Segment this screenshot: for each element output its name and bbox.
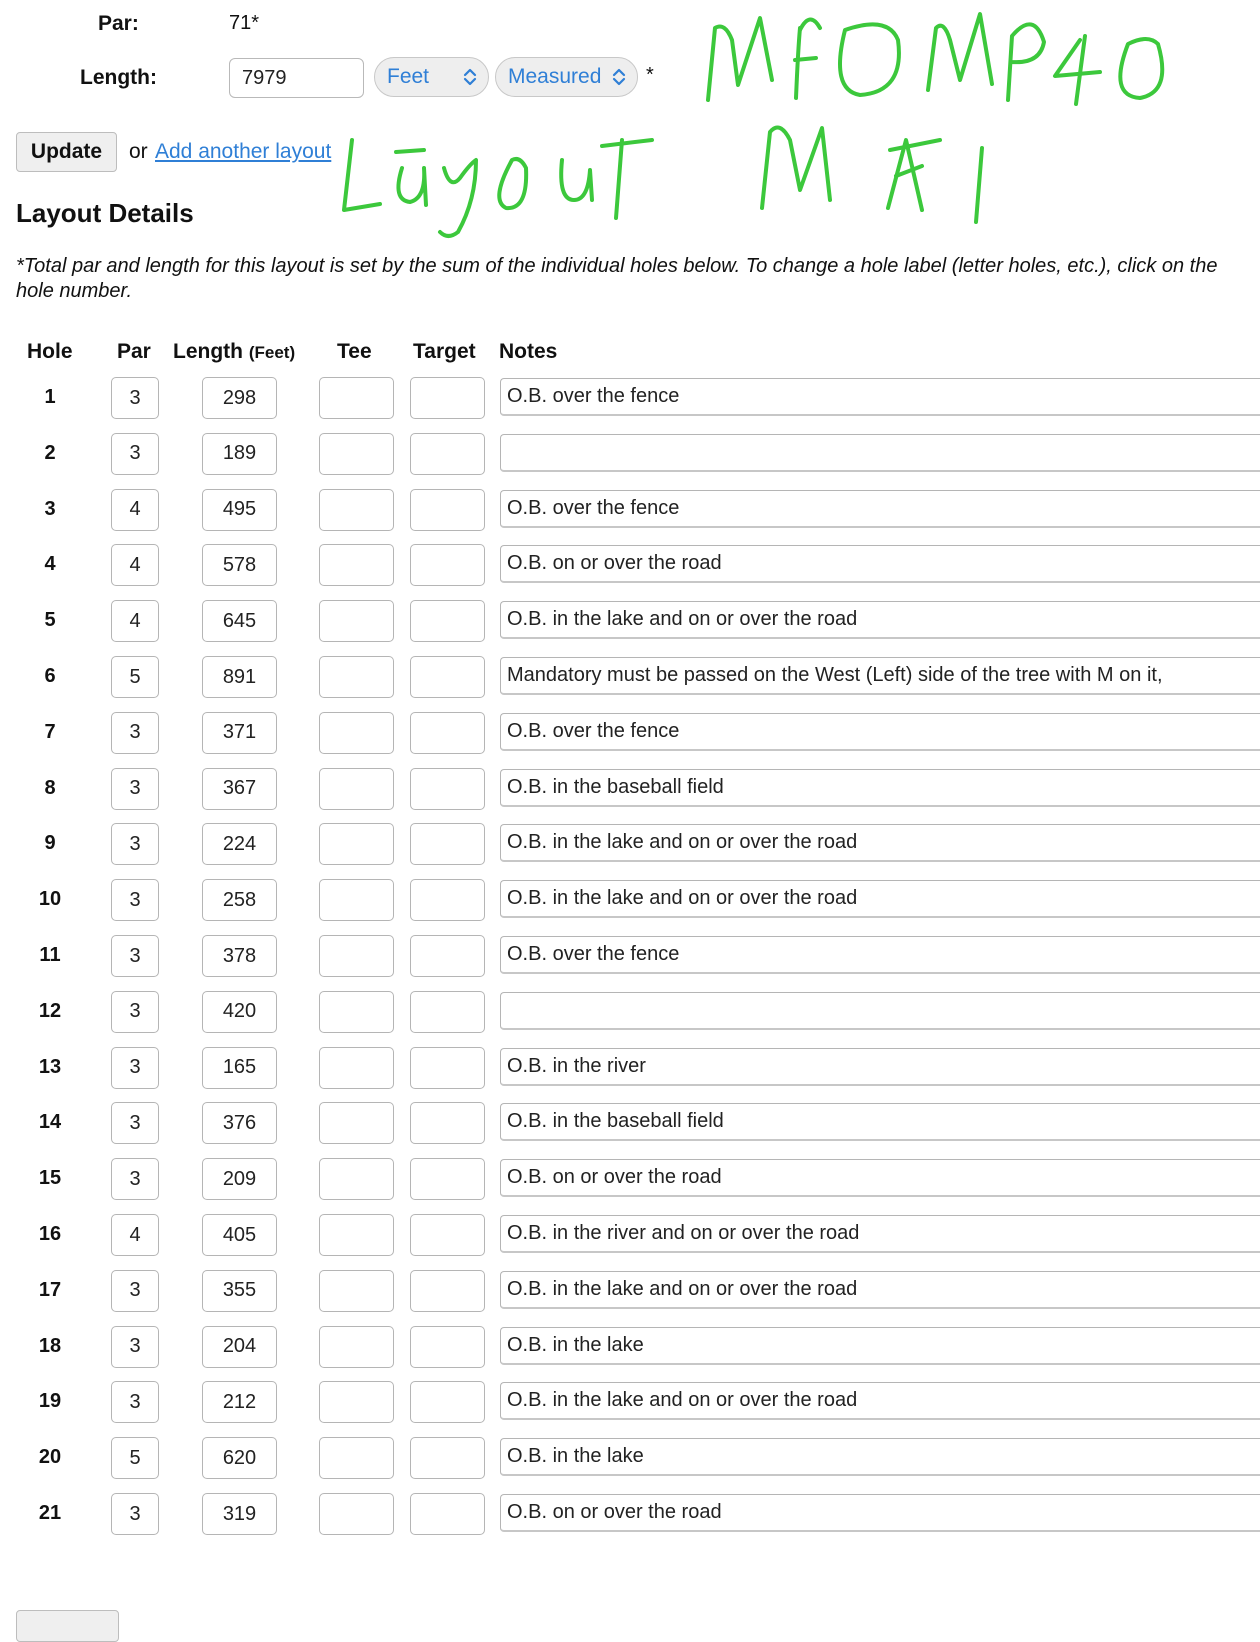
length-input[interactable]: [202, 1102, 277, 1144]
table-row: [0, 932, 1260, 980]
target-input[interactable]: [410, 935, 485, 977]
target-input[interactable]: [410, 489, 485, 531]
notes-input[interactable]: [500, 992, 1260, 1030]
par-input[interactable]: [111, 433, 159, 475]
table-row: [0, 820, 1260, 868]
notes-input[interactable]: [500, 378, 1260, 416]
hole-number[interactable]: 2: [44, 441, 56, 464]
length-input[interactable]: [202, 544, 277, 586]
tee-input[interactable]: [319, 768, 394, 810]
hole-number[interactable]: 12: [38, 999, 62, 1022]
target-input[interactable]: [410, 712, 485, 754]
length-input[interactable]: [202, 712, 277, 754]
par-input[interactable]: [111, 1437, 159, 1479]
header-par: Par: [117, 340, 151, 363]
target-input[interactable]: [410, 544, 485, 586]
table-row: [0, 1099, 1260, 1147]
table-row: [0, 1434, 1260, 1482]
hole-number[interactable]: 14: [38, 1111, 62, 1134]
target-input[interactable]: [410, 1381, 485, 1423]
notes-input[interactable]: [500, 434, 1260, 472]
par-input[interactable]: [111, 1158, 159, 1200]
target-input[interactable]: [410, 1493, 485, 1535]
table-row: [0, 1378, 1260, 1426]
length-input[interactable]: [202, 1270, 277, 1312]
notes-input[interactable]: [500, 1494, 1260, 1532]
unit-select-value: Feet: [387, 65, 430, 88]
length-input[interactable]: [202, 823, 277, 865]
tee-input[interactable]: [319, 600, 394, 642]
table-row: [0, 1211, 1260, 1259]
notes-input[interactable]: [500, 936, 1260, 974]
par-input[interactable]: [111, 1270, 159, 1312]
target-input[interactable]: [410, 1326, 485, 1368]
tee-input[interactable]: [319, 1102, 394, 1144]
hole-number[interactable]: 5: [44, 609, 56, 632]
target-input[interactable]: [410, 879, 485, 921]
hole-number[interactable]: 20: [38, 1446, 62, 1469]
par-input[interactable]: [111, 1493, 159, 1535]
target-input[interactable]: [410, 1102, 485, 1144]
header-notes: Notes: [499, 340, 558, 363]
par-input[interactable]: [111, 1214, 159, 1256]
tee-input[interactable]: [319, 489, 394, 531]
length-input[interactable]: [202, 1158, 277, 1200]
length-input[interactable]: [202, 1214, 277, 1256]
target-input[interactable]: [410, 600, 485, 642]
par-label: Par:: [98, 12, 139, 35]
par-value: 71*: [229, 12, 260, 34]
tee-input[interactable]: [319, 433, 394, 475]
par-input[interactable]: [111, 544, 159, 586]
notes-input[interactable]: [500, 490, 1260, 528]
par-input[interactable]: [111, 600, 159, 642]
target-input[interactable]: [410, 1158, 485, 1200]
notes-input[interactable]: [500, 1215, 1260, 1253]
length-input[interactable]: [229, 58, 364, 98]
table-row: [0, 1267, 1260, 1315]
table-row: [0, 653, 1260, 701]
hole-number[interactable]: 13: [38, 1055, 62, 1078]
tee-input[interactable]: [319, 1381, 394, 1423]
notes-input[interactable]: [500, 824, 1260, 862]
tee-input[interactable]: [319, 712, 394, 754]
target-input[interactable]: [410, 991, 485, 1033]
notes-input[interactable]: [500, 601, 1260, 639]
notes-input[interactable]: [500, 769, 1260, 807]
hole-number[interactable]: 18: [38, 1334, 62, 1357]
par-input[interactable]: [111, 823, 159, 865]
length-input[interactable]: [202, 1326, 277, 1368]
measure-select-value: Measured: [508, 65, 602, 88]
length-input[interactable]: [202, 600, 277, 642]
par-input[interactable]: [111, 1381, 159, 1423]
notes-input[interactable]: [500, 713, 1260, 751]
table-row: [0, 597, 1260, 645]
target-input[interactable]: [410, 1214, 485, 1256]
or-text: or: [129, 140, 148, 163]
par-input[interactable]: [111, 935, 159, 977]
target-input[interactable]: [410, 768, 485, 810]
hole-number[interactable]: 10: [38, 888, 62, 911]
notes-input[interactable]: [500, 1048, 1260, 1086]
updown-chevron-icon: [462, 66, 478, 88]
hole-number[interactable]: 3: [44, 497, 56, 520]
hole-number[interactable]: 15: [38, 1167, 62, 1190]
table-row: [0, 876, 1260, 924]
bottom-button[interactable]: [16, 1610, 119, 1642]
par-input[interactable]: [111, 1326, 159, 1368]
measure-select[interactable]: [495, 57, 638, 97]
length-input[interactable]: [202, 377, 277, 419]
table-row: [0, 988, 1260, 1036]
tee-input[interactable]: [319, 1214, 394, 1256]
hole-number[interactable]: 19: [38, 1390, 62, 1413]
par-input[interactable]: [111, 489, 159, 531]
notes-input[interactable]: [500, 1382, 1260, 1420]
tee-input[interactable]: [319, 879, 394, 921]
length-input[interactable]: [202, 489, 277, 531]
header-length-unit: (Feet): [248, 343, 296, 362]
table-row: [0, 1044, 1260, 1092]
notes-input[interactable]: [500, 1327, 1260, 1365]
notes-input[interactable]: [500, 1271, 1260, 1309]
table-row: [0, 1490, 1260, 1538]
tee-input[interactable]: [319, 991, 394, 1033]
length-input[interactable]: [202, 433, 277, 475]
tee-input[interactable]: [319, 377, 394, 419]
length-label: Length:: [80, 66, 157, 89]
tee-input[interactable]: [319, 1270, 394, 1312]
notes-input[interactable]: [500, 1438, 1260, 1476]
notes-input[interactable]: [500, 1103, 1260, 1141]
notes-input[interactable]: [500, 880, 1260, 918]
length-input[interactable]: [202, 1493, 277, 1535]
length-input[interactable]: [202, 935, 277, 977]
header-hole: Hole: [27, 340, 73, 363]
par-input[interactable]: [111, 377, 159, 419]
target-input[interactable]: [410, 433, 485, 475]
par-input[interactable]: [111, 768, 159, 810]
length-input[interactable]: [202, 1047, 277, 1089]
header-tee: Tee: [337, 340, 372, 363]
required-asterisk: *: [646, 64, 654, 86]
section-title: Layout Details: [16, 198, 194, 228]
target-input[interactable]: [410, 823, 485, 865]
unit-select[interactable]: [374, 57, 489, 97]
header-target: Target: [413, 340, 476, 363]
tee-input[interactable]: [319, 544, 394, 586]
length-input[interactable]: [202, 768, 277, 810]
par-input[interactable]: [111, 879, 159, 921]
table-row: [0, 541, 1260, 589]
notes-input[interactable]: [500, 1159, 1260, 1197]
par-input[interactable]: [111, 1102, 159, 1144]
tee-input[interactable]: [319, 1493, 394, 1535]
hole-number[interactable]: 16: [38, 1223, 62, 1245]
table-row: [0, 709, 1260, 757]
update-button[interactable]: Update: [16, 132, 117, 172]
notes-input[interactable]: [500, 657, 1260, 695]
handwritten-annotation: [340, 0, 1260, 240]
target-input[interactable]: [410, 1270, 485, 1312]
length-input[interactable]: [202, 656, 277, 698]
length-input[interactable]: [202, 879, 277, 921]
table-row: [0, 430, 1260, 478]
tee-input[interactable]: [319, 935, 394, 977]
tee-input[interactable]: [319, 1437, 394, 1479]
target-input[interactable]: [410, 377, 485, 419]
hole-number[interactable]: 8: [44, 776, 56, 799]
tee-input[interactable]: [319, 1047, 394, 1089]
layout-note: *Total par and length for this layout is set by the sum of the individual holes below. To change a hole label (letter holes, etc.), click on the hole number.: [16, 255, 1218, 302]
hole-number[interactable]: 7: [44, 720, 56, 743]
target-input[interactable]: [410, 656, 485, 698]
hole-number[interactable]: 9: [44, 832, 56, 855]
par-input[interactable]: [111, 991, 159, 1033]
par-input[interactable]: [111, 712, 159, 754]
hole-number[interactable]: 4: [44, 553, 56, 576]
hole-number[interactable]: 6: [44, 665, 56, 687]
hole-number[interactable]: 1: [44, 386, 56, 408]
hole-number[interactable]: 11: [39, 944, 61, 966]
header-length: [173, 340, 295, 364]
table-row: [0, 1323, 1260, 1371]
header-length-label: Length: [173, 340, 243, 363]
par-input[interactable]: [111, 1047, 159, 1089]
table-row: [0, 765, 1260, 813]
hole-number[interactable]: 21: [38, 1502, 62, 1524]
tee-input[interactable]: [319, 656, 394, 698]
length-input[interactable]: [202, 991, 277, 1033]
notes-input[interactable]: [500, 545, 1260, 583]
tee-input[interactable]: [319, 1158, 394, 1200]
updown-chevron-icon: [611, 66, 627, 88]
tee-input[interactable]: [319, 1326, 394, 1368]
tee-input[interactable]: [319, 823, 394, 865]
par-input[interactable]: [111, 656, 159, 698]
table-row: [0, 1155, 1260, 1203]
target-input[interactable]: [410, 1047, 485, 1089]
table-row: [0, 374, 1260, 422]
hole-number[interactable]: 17: [38, 1278, 62, 1301]
length-input[interactable]: [202, 1381, 277, 1423]
length-input[interactable]: [202, 1437, 277, 1479]
add-layout-link[interactable]: Add another layout: [155, 140, 332, 163]
target-input[interactable]: [410, 1437, 485, 1479]
table-row: [0, 486, 1260, 534]
